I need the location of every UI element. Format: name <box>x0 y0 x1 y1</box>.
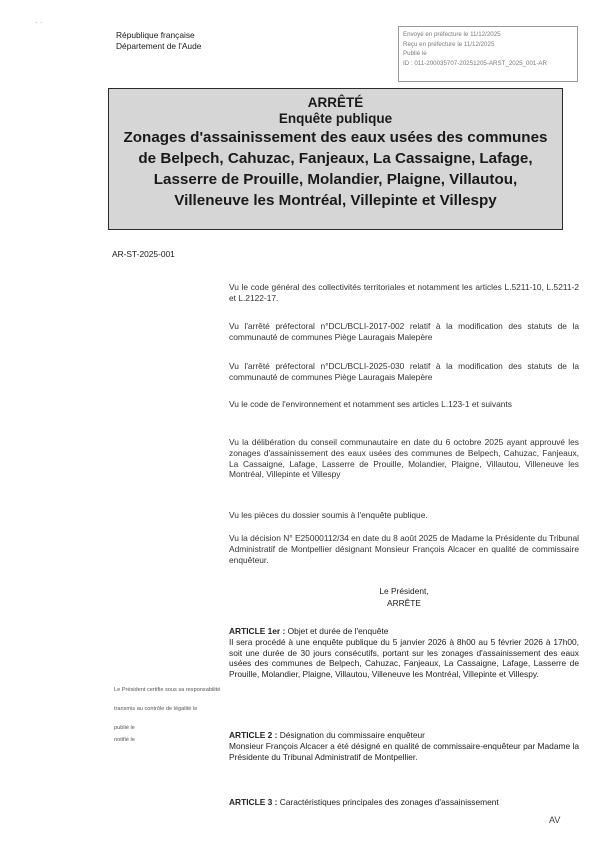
consideration-3: Vu l'arrêté préfectoral n°DCL/BCLI-2025-030 relatif à la modification des statuts de la communauté de communes Piège Lauragais Malepère <box>229 361 579 382</box>
consideration-5: Vu la délibération du conseil communautaire en date du 6 octobre 2025 ayant approuvé les zonages d'assainissement des eaux usées des communes de Belpech, Cahuzac, Fanjeaux, La Cassaigne, Lafage, Lasserre de Prouille, Molandier, Plaigne, Villautou, Villeneuve les Montréal, Villepinte et Villespy <box>229 437 579 480</box>
consideration-1: Vu le code général des collectivités territoriales et notamment les articles L.5211-10, L.5211-2 et L.2122-17. <box>229 282 579 303</box>
page-initials: AV <box>549 815 561 825</box>
margin-line-2: transmis au contrôle de légalité le <box>114 705 198 712</box>
signatory-title: Le Président, <box>379 586 429 596</box>
margin-line-4: notifié le <box>114 737 135 744</box>
stamp-line-1: Envoyé en préfecture le 11/12/2025 <box>403 31 501 38</box>
title-subject: Enquête publique <box>278 111 393 126</box>
scan-mark: · · <box>35 18 43 27</box>
reference-number: AR-ST-2025-001 <box>112 249 175 259</box>
stamp-line-4: ID : 011-200035707-20251205-ARST_2025_001-AR <box>403 59 548 67</box>
stamp-line-3: Publié le <box>403 50 427 58</box>
title-box <box>108 88 563 230</box>
title-arrete: ARRÊTÉ <box>307 95 364 110</box>
margin-line-1: Le Président certifie sous sa responsabilité <box>114 687 221 693</box>
issuer-line-2: Département de l'Aude <box>116 41 202 51</box>
arrete-label: ARRÊTE <box>387 598 421 608</box>
article-2-body: Monsieur François Alcacer a été désigné en qualité de commissaire-enquêteur par Madame la Présidente du Tribunal Administratif de Montpellier. <box>229 740 579 762</box>
article-1-heading: ARTICLE 1er : Objet et durée de l'enquête <box>229 626 389 636</box>
consideration-4: Vu le code de l'environnement et notamment ses articles L.123-1 et suivants <box>229 399 512 409</box>
article-1 <box>229 626 579 680</box>
certification-margin-note <box>114 686 224 745</box>
article-1-body: Il sera procédé à une enquête publique du 5 janvier 2026 à 8h00 au 5 février 2026 à 17h00, soit une durée de 30 jours consécutifs, portant sur les zonages d'assainissement des eaux usées des communes de Belpech, Cahuzac, Fanjeaux, La Cassaigne, Lafage, Lasserre de Prouille, Molandier, Plaigne, Villautou, Villeneuve les Montréal, Villepinte et Villespy. <box>229 636 579 680</box>
issuer-block <box>116 30 201 52</box>
consideration-6: Vu les pièces du dossier soumis à l'enquête publique. <box>229 510 428 520</box>
title-object: Zonages d'assainissement des eaux usées des communes de Belpech, Cahuzac, Fanjeaux, La Cassaigne, Lafage, Lasserre de Prouille, Molandier, Plaigne, Villautou, Villeneuve les Montréal, Villepinte et Villespy <box>123 129 548 209</box>
consideration-7: Vu la décision N° E25000112/34 en date du 8 août 2025 de Madame la Présidente du Tribunal Administratif de Montpellier désignant Monsieur François Alcacer en qualité de commissaire enquêteur. <box>229 533 579 565</box>
article-3-heading: ARTICLE 3 : Caractéristiques principales des zonages d'assainissement <box>229 797 499 807</box>
article-2 <box>229 730 579 762</box>
issuer-line-1: République française <box>116 30 195 40</box>
stamp-line-2: Reçu en préfecture le 11/12/2025 <box>403 40 495 48</box>
article-2-heading: ARTICLE 2 : Désignation du commissaire enquêteur <box>229 730 425 740</box>
article-3 <box>229 797 579 808</box>
margin-line-3: publié le <box>114 724 135 731</box>
prefecture-stamp <box>398 26 578 82</box>
consideration-2: Vu l'arrêté préfectoral n°DCL/BCLI-2017-002 relatif à la modification des statuts de la communauté de communes Piège Lauragais Malepère <box>229 321 579 342</box>
